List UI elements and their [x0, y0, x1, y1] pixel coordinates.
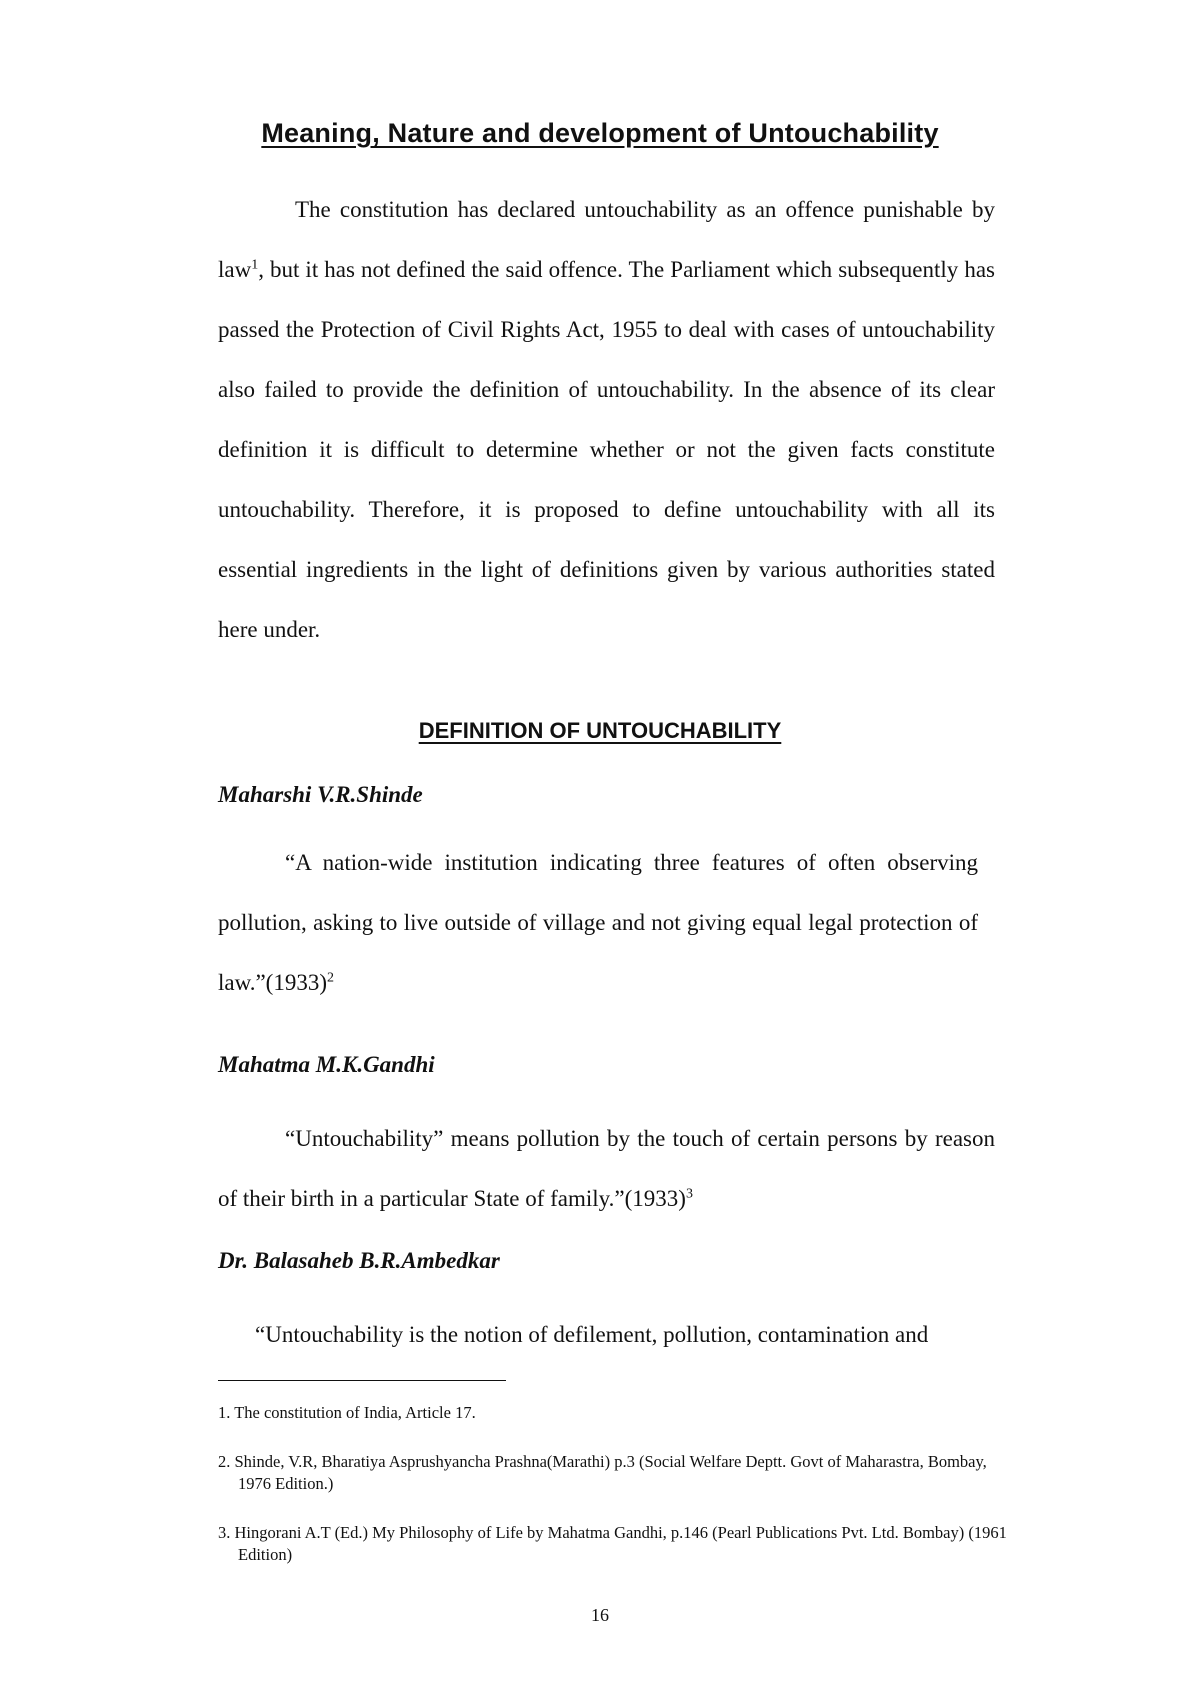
- definition-quote-shinde: [218, 833, 978, 1013]
- page-title: Meaning, Nature and development of Untouchability: [261, 118, 939, 148]
- section-heading: DEFINITION OF UNTOUCHABILITY: [418, 718, 782, 743]
- quote-text: “Untouchability is the notion of defilement, pollution, contamination and: [255, 1322, 929, 1347]
- footnote-3: 3. Hingorani A.T (Ed.) My Philosophy of Life by Mahatma Gandhi, p.146 (Pearl Publications Pvt. Ltd. Bombay) (1961 Edition): [218, 1523, 1007, 1564]
- footnote-2: 2. Shinde, V.R, Bharatiya Asprushyancha Prashna(Marathi) p.3 (Social Welfare Deptt. Govt of Maharastra, Bombay, 1976 Edition.): [218, 1452, 987, 1493]
- definition-author-gandhi: Mahatma M.K.Gandhi: [218, 1052, 435, 1077]
- definition-author-shinde: Maharshi V.R.Shinde: [218, 782, 423, 807]
- page-number: 16: [591, 1605, 609, 1625]
- footnote-ref-3: 3: [685, 1186, 693, 1202]
- footnote-1: 1. The constitution of India, Article 17.: [218, 1403, 476, 1422]
- footnote-ref-2: 2: [327, 970, 334, 986]
- definition-quote-gandhi: [218, 1109, 995, 1229]
- footnote-divider: [218, 1380, 506, 1381]
- definition-quote-ambedkar: [218, 1305, 995, 1365]
- intro-text-rest: , but it has not defined the said offence. The Parliament which subsequently has passed the Protection of Civil Rights Act, 1955 to deal with cases of untouchability also failed to provide the definition of untouchability. In the absence of its clear definition it is difficult to determine whether or not the given facts constitute untouchability. Therefore, it is proposed to define untouchability with all its essential ingredients in the light of definitions given by various authorities stated here under.: [218, 257, 995, 642]
- intro-text-start: The constitution has declared untouchability as an offence punishable by law: [218, 197, 995, 282]
- quote-text: “Untouchability” means pollution by the touch of certain persons by reason of their birth in a particular State of family.”(1933): [218, 1126, 995, 1211]
- intro-paragraph: [218, 180, 995, 660]
- quote-text: “A nation-wide institution indicating three features of often observing pollution, asking to live outside of village and not giving equal legal protection of law.”(1933): [218, 850, 978, 995]
- definition-author-ambedkar: Dr. Balasaheb B.R.Ambedkar: [218, 1248, 500, 1273]
- footnote-ref-1: 1: [251, 257, 259, 273]
